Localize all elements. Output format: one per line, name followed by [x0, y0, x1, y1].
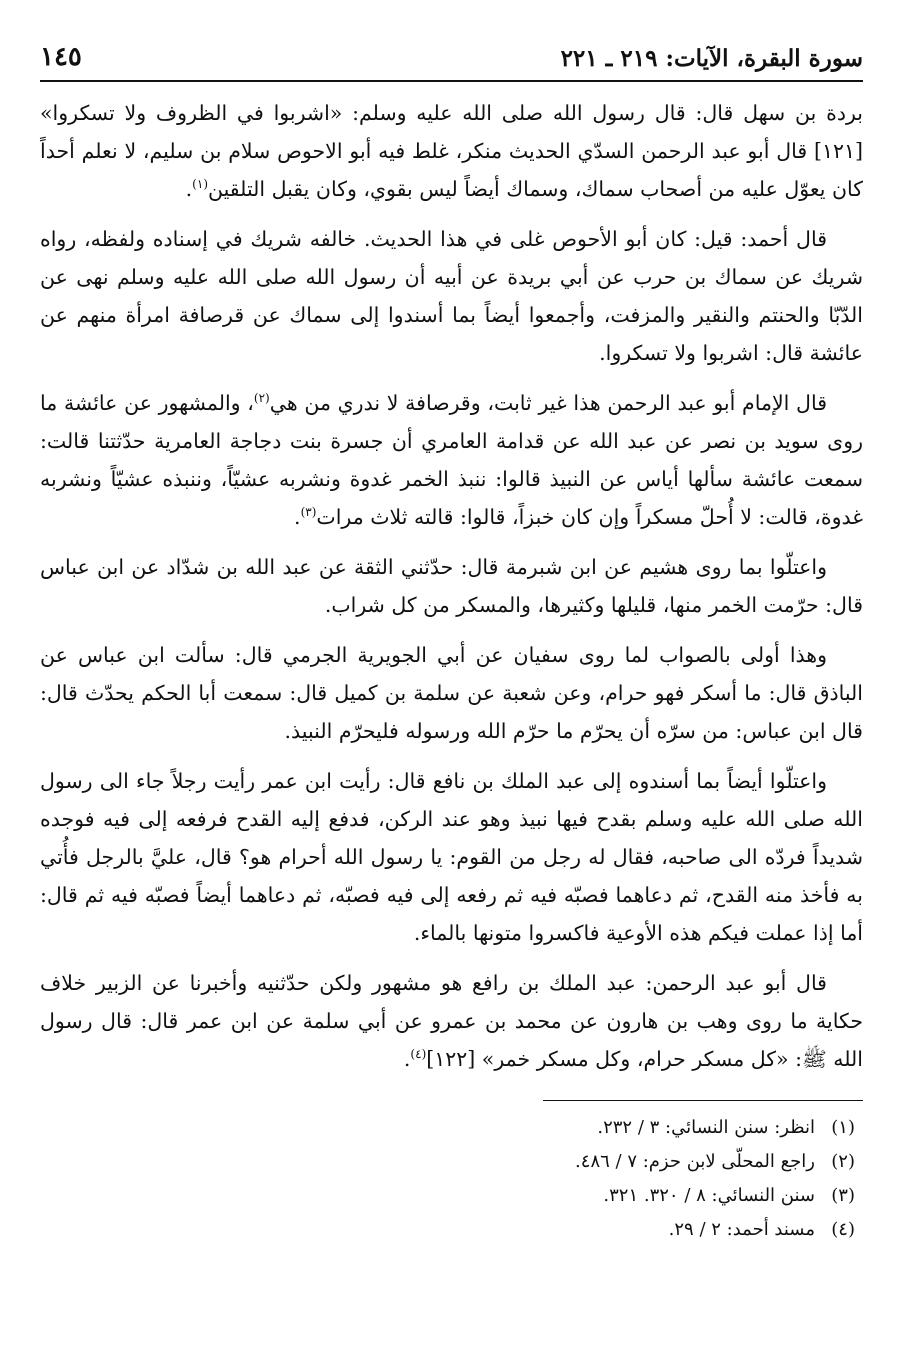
- header-rule: [40, 80, 863, 82]
- paragraph-text: قال أبو عبد الرحمن: عبد الملك بن رافع هو مشهور ولكن حدّثنيه وأخبرنا عن الزبير خلاف حكاية ما روى وهب بن هارون عن محمد بن عمرو عن أبي سلمة عن ابن عمر قال: قال رسول الله ﷺ: «كل مسكر حرام، وكل مسكر خمر» [١٢٢]: [40, 971, 863, 1071]
- footnote-rule: [543, 1100, 863, 1101]
- main-text: [40, 94, 863, 1078]
- paragraph: [40, 384, 863, 536]
- paragraph-text: واعتلّوا بما روى هشيم عن ابن شبرمة قال: حدّثني الثقة عن عبد الله بن شدّاد عن ابن عباس قال: حرّمت الخمر منها، قليلها وكثيرها، والمسكر من كل شراب.: [40, 555, 863, 617]
- paragraph: [40, 220, 863, 372]
- footnotes: [40, 1111, 863, 1247]
- paragraph-text-continued: ، والمشهور عن عائشة ما روى سويد بن نصر عن عبد الله عن قدامة العامري أن جسرة بنت دجاجة العامرية حدّثتنا قالت: سمعت عائشة سألها أياس عن النبيذ قالوا: ننبذ الخمر غدوة ونشربه عشيّاً، وننبذه عشيّاً ونشربه غدوة، قالت: لا أُحلّ مسكراً وإن كان خبزاً، قالوا: قالته ثلاث مرات: [40, 391, 863, 529]
- paragraph-end: .: [185, 177, 193, 201]
- footnote-ref: (٢): [253, 391, 270, 406]
- paragraph-end: .: [294, 505, 301, 529]
- footnote-ref: (١): [192, 177, 208, 192]
- running-header: [40, 26, 863, 72]
- footnote-number: (٤): [831, 1219, 855, 1240]
- paragraph: [40, 636, 863, 750]
- paragraph: [40, 548, 863, 624]
- paragraph-text: واعتلّوا أيضاً بما أسندوه إلى عبد الملك بن نافع قال: رأيت ابن عمر رأيت رجلاً جاء الى رسول الله صلى الله عليه وسلم بقدح فيها نبيذ وهو عند الركن، فدفع إليه القدح فرفعه إلى فيه فوجده شديداً فردّه الى صاحبه، فقال له رجل من القوم: يا رسول الله أحرام هو؟ قال، عليَّ بالرجل فأُتي به فأخذ منه القدح، ثم دعاهما فصبّه فيه ثم رفعه إلى فيه فصبّه، ثم دعاهما أيضاً فصبّه فيه ثم قال: أما إذا عملت فيكم هذه الأوعية فاكسروا متونها بالماء.: [40, 769, 863, 945]
- footnote: [40, 1145, 855, 1179]
- footnote-text: سنن النسائي: ٨ / ٣٢٠. ٣٢١.: [603, 1185, 815, 1206]
- paragraph: [40, 964, 863, 1078]
- footnote-ref: (٣): [300, 505, 317, 520]
- footnote-number: (١): [831, 1117, 855, 1138]
- paragraph-end: .: [403, 1047, 411, 1071]
- footnote-text: راجع المحلّى لابن حزم: ٧ / ٤٨٦.: [575, 1151, 815, 1172]
- paragraph-text: وهذا أولى بالصواب لما روى سفيان عن أبي الجويرية الجرمي قال: سألت ابن عباس عن الباذق قال: ما أسكر فهو حرام، وعن شعبة عن سلمة بن كميل قال: سمعت أبا الحكم يحدّث قال: قال ابن عباس: من سرّه أن يحرّم ما حرّم الله ورسوله فليحرّم النبيذ.: [40, 643, 863, 743]
- paragraph-text: قال أحمد: قيل: كان أبو الأحوص غلى في هذا الحديث. خالفه شريك في إسناده ولفظه، رواه شريك عن سماك بن حرب عن أبي بريدة عن أبيه أن رسول الله صلى الله عليه وسلم نهى عن الدّبّا والحنتم والنقير والمزفت، وأجمعوا أيضاً بما أسندوا إلى سماك عن قرصافة امرأة منهم عن عائشة قال: اشربوا ولا تسكروا.: [40, 227, 863, 365]
- paragraph: [40, 94, 863, 208]
- footnote-ref: (٤): [410, 1047, 427, 1062]
- paragraph: [40, 762, 863, 952]
- paragraph-text: قال الإمام أبو عبد الرحمن هذا غير ثابت، وقرصافة لا ندري من هي: [269, 391, 827, 415]
- footnote: [40, 1179, 855, 1213]
- footnote-text: مسند أحمد: ٢ / ٢٩.: [668, 1219, 815, 1240]
- paragraph-text: بردة بن سهل قال: قال رسول الله صلى الله عليه وسلم: «اشربوا في الظروف ولا تسكروا» [١٢١] قال أبو عبد الرحمن السدّي الحديث منكر، غلط فيه أبو الاحوص سلام بن سليم، لا نعلم أحداً كان يعوّل عليه من أصحاب سماك، وسماك أيضاً ليس بقوي، وكان يقبل التلقين: [40, 101, 863, 201]
- footnote-number: (٣): [831, 1185, 855, 1206]
- footnote-number: (٢): [831, 1151, 855, 1172]
- footnote-text: انظر: سنن النسائي: ٣ / ٢٣٢.: [597, 1117, 815, 1138]
- page-number: ١٤٥: [40, 42, 82, 72]
- running-title: سورة البقرة، الآيات: ٢١٩ ـ ٢٢١: [560, 45, 863, 72]
- footnote: [40, 1213, 855, 1247]
- footnote: [40, 1111, 855, 1145]
